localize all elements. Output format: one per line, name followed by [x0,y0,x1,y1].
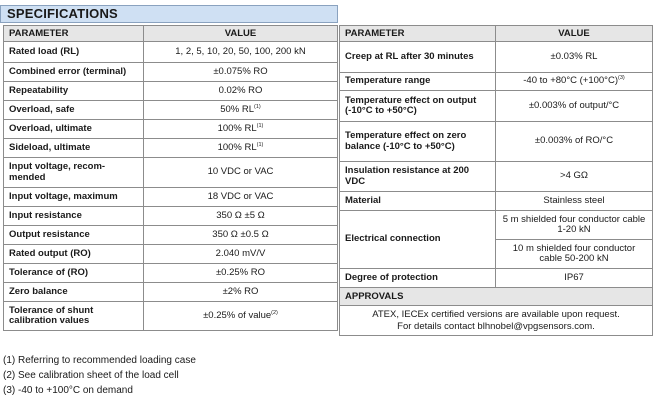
footnote: (1) Referring to recommended loading case [3,355,196,366]
param-cell: Electrical connection [340,211,496,269]
footnote-ref: (1) [256,122,264,129]
footnote: (3) -40 to +100°C on demand [3,385,133,396]
value-cell: 100% RL$^{(1)}$ [144,120,338,139]
table-header-row [4,26,338,42]
value-cell: 50% RL$^{(1)}$ [144,101,338,120]
value-cell: 5 m shielded four conductor cable 1-20 kN [496,211,653,240]
table-row [4,207,338,226]
page-title: SPECIFICATIONS [0,5,338,23]
table-row [340,122,653,162]
param-cell: Temperature effect on zero balance (-10°C to +50°C) [340,122,496,162]
table-row [4,245,338,264]
param-cell: Degree of protection [340,269,496,288]
approvals-row [340,306,653,336]
table-header-row [340,26,653,42]
value-cell: ±0.003% of RO/°C [496,122,653,162]
approvals-header-row [340,288,653,306]
value-cell: 18 VDC or VAC [144,188,338,207]
value-cell: 0.02% RO [144,82,338,101]
right-spec-table [339,25,653,336]
value-cell: IP67 [496,269,653,288]
value-header: VALUE [496,26,653,42]
footnote-ref: (1) [256,141,264,148]
param-cell: Rated load (RL) [4,42,144,63]
table-row [340,211,653,240]
param-cell: Overload, safe [4,101,144,120]
param-cell: Combined error (terminal) [4,63,144,82]
param-cell: Input voltage, maximum [4,188,144,207]
param-cell: Sideload, ultimate [4,139,144,158]
footnote-ref: (1) [254,103,261,110]
table-row [4,283,338,302]
value-cell: 100% RL$^{(1)}$ [144,139,338,158]
param-cell: Overload, ultimate [4,120,144,139]
table-row [340,91,653,122]
table-row [4,158,338,188]
value-cell: ±0.075% RO [144,63,338,82]
value-cell: ±2% RO [144,283,338,302]
table-row [340,192,653,211]
table-row [340,269,653,288]
footnote: (2) See calibration sheet of the load cell [3,370,179,381]
approvals-title: APPROVALS [340,288,653,306]
value-cell: -40 to +80°C $(+100^\circ C)^{(3)}$ [496,73,653,91]
value-cell: Stainless steel [496,192,653,211]
table-row [4,226,338,245]
approvals-line: For details contact blhnobel@vpgsensors.com. [397,320,595,332]
value-cell: ±0.25% of value$^{(2)}$ [144,302,338,331]
approvals-text [340,306,653,336]
table-row [4,101,338,120]
value-cell: ±0.03% RL [496,42,653,73]
value-cell: >4 GΩ [496,162,653,192]
footnotes [3,353,196,398]
param-cell: Input resistance [4,207,144,226]
value-cell: 350 Ω ±5 Ω [144,207,338,226]
value-cell: 2.040 mV/V [144,245,338,264]
param-cell: Temperature effect on output (-10°C to +50°C) [340,91,496,122]
approvals-line: ATEX, IECEx certified versions are available upon request. [372,308,620,320]
footnote-ref: (2) [271,309,278,316]
left-spec-table [3,25,338,331]
param-cell: Insulation resistance at 200 VDC [340,162,496,192]
value-cell: ±0.003% of output/°C [496,91,653,122]
param-cell: Temperature range [340,73,496,91]
table-row [4,120,338,139]
table-row [4,139,338,158]
value-cell: 350 Ω ±0.5 Ω [144,226,338,245]
value-cell: ±0.25% RO [144,264,338,283]
value-cell: 1, 2, 5, 10, 20, 50, 100, 200 kN [144,42,338,63]
param-header: PARAMETER [340,26,496,42]
table-row [4,63,338,82]
value-cell: 10 m shielded four conductor cable 50-200 kN [496,240,653,269]
param-cell: Tolerance of shunt calibration values [4,302,144,331]
table-row [340,162,653,192]
value-cell: 10 VDC or VAC [144,158,338,188]
table-row [4,264,338,283]
footnote-ref: (3) [618,75,625,82]
param-cell: Creep at RL after 30 minutes [340,42,496,73]
table-row [4,302,338,331]
value-header: VALUE [144,26,338,42]
param-cell: Output resistance [4,226,144,245]
param-cell: Rated output (RO) [4,245,144,264]
table-row [4,42,338,63]
param-header: PARAMETER [4,26,144,42]
table-row [340,73,653,91]
param-cell: Zero balance [4,283,144,302]
table-row [340,42,653,73]
param-cell: Input voltage, recom-mended [4,158,144,188]
param-cell: Material [340,192,496,211]
table-row [4,188,338,207]
table-row [4,82,338,101]
param-cell: Repeatability [4,82,144,101]
param-cell: Tolerance of (RO) [4,264,144,283]
